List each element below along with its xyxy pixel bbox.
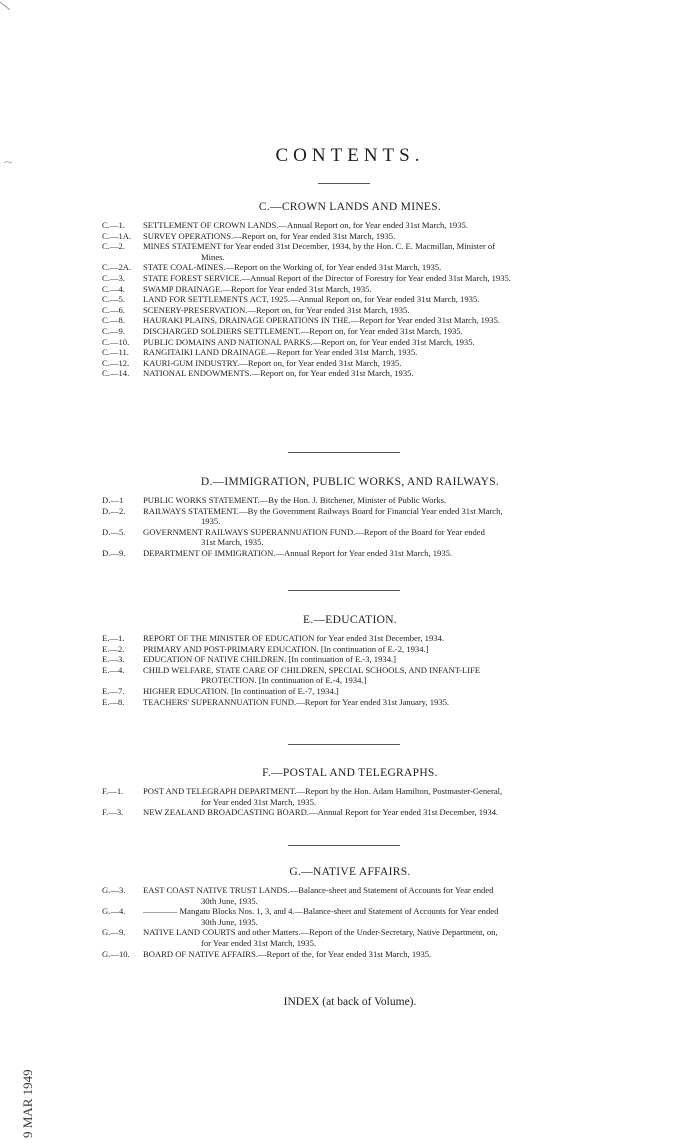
list-item [102,273,640,284]
list-item [102,315,640,326]
list-item-continuation [102,252,640,263]
list-item-continuation [102,537,640,548]
entry-code: G.—10. [102,948,130,959]
divider [288,744,400,745]
entry-text: REPORT OF THE MINISTER OF EDUCATION for Year ended 31st December, 1934. [143,633,445,643]
entry-text: STATE FOREST SERVICE.—Annual Report of the Director of Forestry for Year ended 31st March, 1935. [143,272,511,283]
entry-text-continuation: for Year ended 31st March, 1935. [201,796,317,807]
entry-code: E.—2. [102,643,125,654]
list-item [102,786,640,797]
entry-code: C.—1. [102,220,125,230]
list-item [102,337,640,348]
list-item [102,885,640,896]
list-item-continuation [102,675,640,686]
divider [288,452,400,453]
entry-text: PUBLIC DOMAINS AND NATIONAL PARKS.—Report on, for Year ended 31st March, 1935. [143,336,475,347]
entry-text: EAST COAST NATIVE TRUST LANDS.—Balance-sheet and Statement of Accounts for Year ended [143,885,494,895]
list-item [102,697,640,708]
index-note: INDEX (at back of Volume). [283,996,417,1008]
entry-code: C.—14. [102,368,130,379]
entry-code: D.—1 [102,495,124,505]
list-item [102,927,640,938]
page-edge-mark [0,0,14,40]
entry-text: NATIONAL ENDOWMENTS.—Report on, for Year ended 31st March, 1935. [143,368,414,379]
list-item-continuation [102,516,640,527]
list-item [102,358,640,369]
entry-text: TEACHERS' SUPERANNUATION FUND.—Report for Year ended 31st January, 1935. [143,696,450,707]
entry-code: C.—12. [102,357,130,368]
entry-code: G.—3. [102,885,126,895]
entry-text: SURVEY OPERATIONS.—Report on, for Year ended 31st March, 1935. [143,230,396,241]
section-postal-telegraphs [0,767,700,818]
page-title: CONTENTS. [275,145,425,166]
entry-code: C.—2A. [102,262,132,273]
entry-code: G.—4. [102,906,126,917]
entry-code: C.—10. [102,336,130,347]
entry-code: D.—5. [102,526,126,537]
list-item [102,807,640,818]
entry-text: CHILD WELFARE, STATE CARE OF CHILDREN, SPECIAL SCHOOLS, AND INFANT-LIFE [143,664,481,675]
entry-text-continuation: for Year ended 31st March, 1935. [201,937,317,948]
entry-text: DEPARTMENT OF IMMIGRATION.—Annual Report for Year ended 31st March, 1935. [143,547,453,558]
entry-text: KAURI-GUM INDUSTRY.—Report on, for Year ended 31st March, 1935. [143,357,402,368]
entry-code: E.—8. [102,696,125,707]
entry-text-continuation: PROTECTION. [In continuation of E.-4, 1934.] [201,675,367,686]
entry-text: POST AND TELEGRAPH DEPARTMENT.—Report by the Hon. Adam Hamilton, Postmaster-General, [143,786,503,796]
list-item [102,548,640,559]
list-item [102,262,640,273]
list-item [102,305,640,316]
list-item-continuation [102,797,640,808]
entry-code: C.—6. [102,304,125,315]
list-item [102,368,640,379]
stamp-text: 9 MAR 1949 [20,1069,35,1138]
list-item [102,241,640,252]
list-item [102,686,640,697]
list-item [102,644,640,655]
entry-text: ———— Mangatu Blocks Nos. 1, 3, and 4.—Balance-sheet and Statement of Accounts for Year ended [143,906,499,917]
entry-text: RAILWAYS STATEMENT.—By the Government Railways Board for Financial Year ended 31st March, [143,505,503,516]
entry-code: E.—4. [102,664,125,675]
entry-text: HAURAKI PLAINS, DRAINAGE OPERATIONS IN THE.—Report for Year ended 31st March, 1935. [143,315,500,326]
list-item [102,347,640,358]
entry-text-continuation: 30th June, 1935. [201,895,258,906]
entry-text: HIGHER EDUCATION. [In continuation of E.-7, 1934.] [143,685,339,696]
list-item [102,506,640,517]
entry-text: DISCHARGED SOLDIERS SETTLEMENT.—Report on, for Year ended 31st March, 1935. [143,325,463,336]
entry-text-continuation: 31st March, 1935. [201,537,264,548]
entry-text: LAND FOR SETTLEMENTS ACT, 1925.—Annual Report on, for Year ended 31st March, 1935. [143,294,480,305]
entry-code: C.—1A. [102,230,132,241]
entry-code: E.—1. [102,633,125,643]
entry-code: C.—3. [102,272,125,283]
library-date-stamp [8,1060,48,1140]
section-heading: F.—POSTAL AND TELEGRAPHS. [262,767,438,779]
list-item [102,527,640,538]
divider [318,183,370,184]
entry-text: SWAMP DRAINAGE.—Report for Year ended 31st March, 1935. [143,283,372,294]
entry-code: C.—4. [102,283,125,294]
entry-text: NATIVE LAND COURTS and other Matters.—Report of the Under-Secretary, Native Department, on, [143,927,498,938]
section-heading: E.—EDUCATION. [303,614,397,626]
entry-code: C.—5. [102,294,125,305]
list-item-continuation [102,917,640,928]
list-item [102,495,640,506]
entry-text: BOARD OF NATIVE AFFAIRS.—Report of the, for Year ended 31st March, 1935. [143,948,432,959]
entry-text: STATE COAL-MINES.—Report on the Working of, for Year ended 31st March, 1935. [143,262,442,273]
list-item [102,294,640,305]
entry-code: C.—9. [102,325,125,336]
entry-code: F.—1. [102,786,124,796]
entry-code: E.—7. [102,685,125,696]
list-item [102,633,640,644]
list-item-continuation [102,938,640,949]
entry-text: NEW ZEALAND BROADCASTING BOARD.—Annual Report for Year ended 31st December, 1934. [143,807,499,818]
entry-code: E.—3. [102,654,125,665]
entry-text: SETTLEMENT OF CROWN LANDS.—Annual Report on, for Year ended 31st March, 1935. [143,220,468,230]
list-item [102,284,640,295]
section-heading: D.—IMMIGRATION, PUBLIC WORKS, AND RAILWAYS. [200,476,500,488]
section-heading: G.—NATIVE AFFAIRS. [289,866,411,878]
entry-text: GOVERNMENT RAILWAYS SUPERANNUATION FUND.—Report of the Board for Year ended [143,526,485,537]
entry-text: EDUCATION OF NATIVE CHILDREN. [In continuation of E.-3, 1934.] [143,654,397,665]
section-native-affairs [0,866,700,959]
section-immigration-public-works [0,476,700,559]
list-item [102,326,640,337]
entry-text: RANGITAIKI LAND DRAINAGE.—Report for Year ended 31st March, 1935. [143,347,418,358]
list-item-continuation [102,896,640,907]
entry-text-continuation: 30th June, 1935. [201,916,258,927]
entry-code: C.—8. [102,315,125,326]
entry-text: PRIMARY AND POST-PRIMARY EDUCATION. [In continuation of E.-2, 1934.] [143,643,429,654]
entry-code: D.—2. [102,505,126,516]
list-item [102,220,640,231]
entry-text: SCENERY-PRESERVATION.—Report on, for Year ended 31st March, 1935. [143,304,410,315]
entry-code: D.—9. [102,547,126,558]
entry-text-continuation: Mines. [201,251,225,262]
list-item [102,665,640,676]
entry-code: G.—9. [102,927,126,938]
section-heading: C.—CROWN LANDS AND MINES. [258,201,442,213]
divider [288,590,400,591]
entry-text: MINES STATEMENT for Year ended 31st December, 1934, by the Hon. C. E. Macmillan, Minister of [143,241,496,252]
list-item [102,231,640,242]
entry-code: F.—3. [102,807,124,818]
list-item [102,906,640,917]
divider [288,845,400,846]
entry-text-continuation: 1935. [201,516,221,527]
entry-code: C.—2. [102,241,125,252]
entry-code: C.—11. [102,347,129,358]
list-item [102,654,640,665]
list-item [102,949,640,960]
section-crown-lands [0,201,700,379]
entry-text: PUBLIC WORKS STATEMENT.—By the Hon. J. Bitchener, Minister of Public Works. [143,495,447,505]
section-education [0,614,700,707]
